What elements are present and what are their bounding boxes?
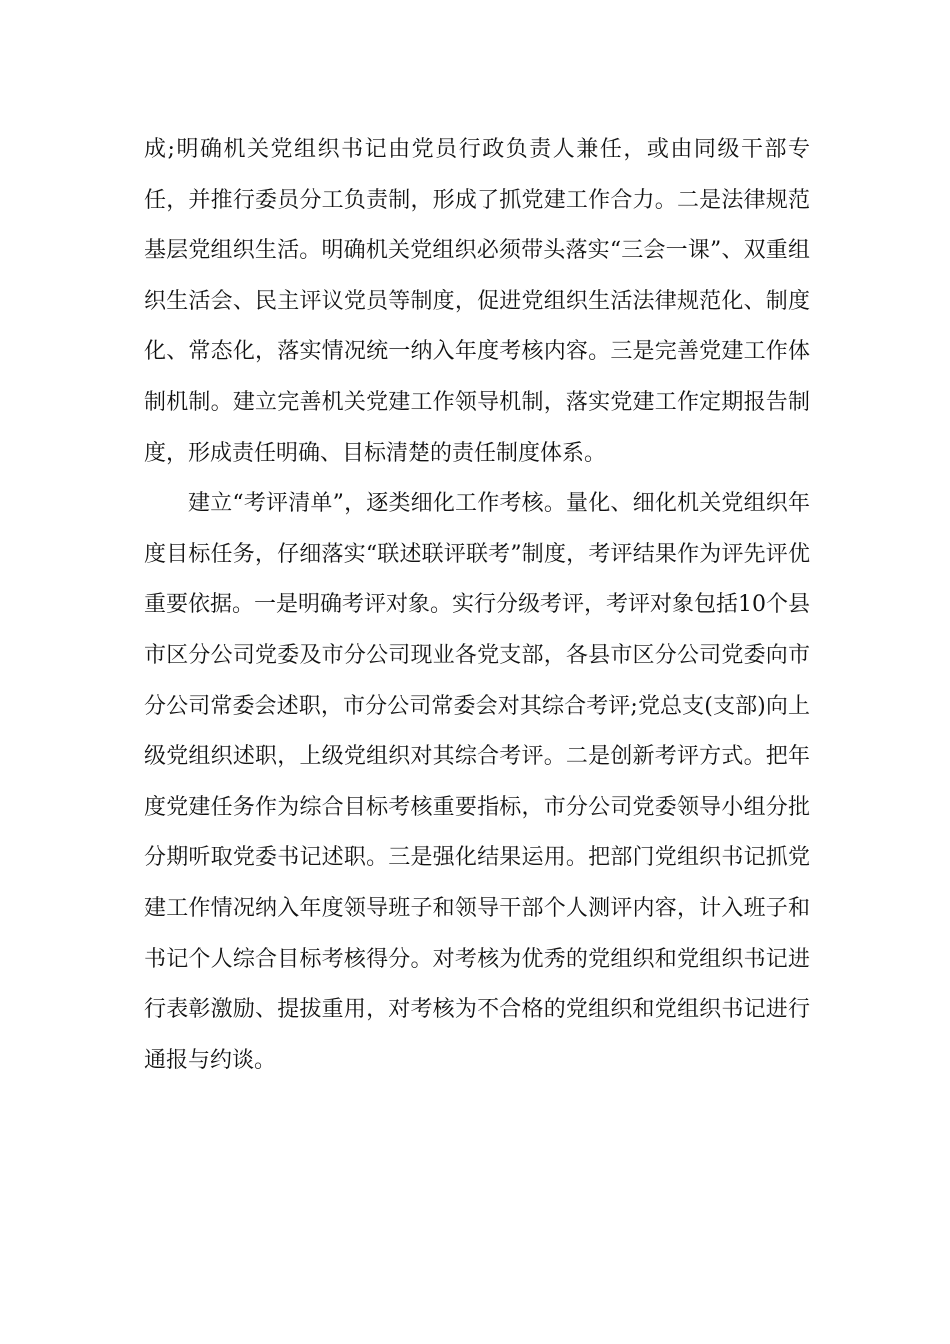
- paragraph-continuation: 成;明确机关党组织书记由党员行政负责人兼任，或由同级干部专任，并推行委员分工负责制，形成了抓党建工作合力。二是法律规范基层党组织生活。明确机关党组织必须带头落实“三会一课”、双重组织生活会、民主评议党员等制度，促进党组织生活法律规范化、制度化、常态化，落实情况统一纳入年度考核内容。三是完善党建工作体制机制。建立完善机关党建工作领导机制，落实党建工作定期报告制度，形成责任明确、目标清楚的责任制度体系。: [144, 137, 810, 466]
- body-text: [144, 125, 810, 1086]
- paragraph-evaluation-list: 建立“考评清单”，逐类细化工作考核。量化、细化机关党组织年度目标任务，仔细落实“联述联评联考”制度，考评结果作为评先评优重要依据。一是明确考评对象。实行分级考评，考评对象包括10个县市区分公司党委及市分公司现业各党支部，各县市区分公司党委向市分公司常委会述职，市分公司常委会对其综合考评;党总支(支部)向上级党组织述职，上级党组织对其综合考评。二是创新考评方式。把年度党建任务作为综合目标考核重要指标，市分公司党委领导小组分批分期听取党委书记述职。三是强化结果运用。把部门党组织书记抓党建工作情况纳入年度领导班子和领导干部个人测评内容，计入班子和书记个人综合目标考核得分。对考核为优秀的党组织和党组织书记进行表彰激励、提拔重用，对考核为不合格的党组织和党组织书记进行通报与约谈。: [144, 491, 810, 1073]
